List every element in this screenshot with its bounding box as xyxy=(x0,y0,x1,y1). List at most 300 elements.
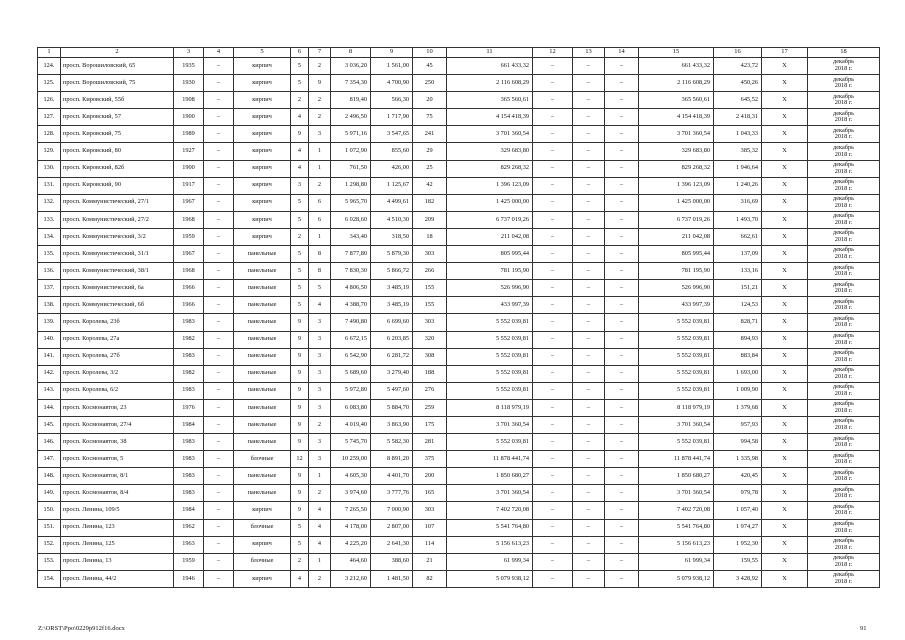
year-built-cell: 1982 xyxy=(174,331,204,348)
entrances-cell: 4 xyxy=(309,297,331,314)
unit-cost-cell: 385,32 xyxy=(714,143,762,160)
limit-mark-cell: X xyxy=(762,416,808,433)
limit-mark-cell: X xyxy=(762,109,808,126)
residential-area-cell: 3 863,90 xyxy=(371,416,413,433)
completion-month: декабрь xyxy=(833,126,854,134)
limit-mark-cell: X xyxy=(762,382,808,399)
entrances-cell: 4 xyxy=(309,502,331,519)
limit-mark-cell: X xyxy=(762,143,808,160)
completion-year: 2018 г. xyxy=(834,167,853,175)
fund-1-cell: – xyxy=(533,58,573,75)
total-area-cell: 4 388,70 xyxy=(331,297,371,314)
unit-cost-cell: 1 240,26 xyxy=(714,177,762,194)
residents-cell: 165 xyxy=(413,485,447,502)
table-row xyxy=(38,126,880,143)
residents-cell: 42 xyxy=(413,177,447,194)
residential-area-cell: 3 279,40 xyxy=(371,365,413,382)
completion-month: декабрь xyxy=(833,92,854,100)
residents-cell: 320 xyxy=(413,331,447,348)
total-area-cell: 4 605,30 xyxy=(331,468,371,485)
row-number-cell: 136. xyxy=(38,263,61,280)
table-row xyxy=(38,92,880,109)
floors-cell: 2 xyxy=(291,228,309,245)
row-number-cell: 133. xyxy=(38,211,61,228)
address-cell: просп. Космонавтов, 8/1 xyxy=(61,468,174,485)
completion-year: 2018 г. xyxy=(834,458,853,466)
column-number: 4 xyxy=(204,48,234,58)
unit-cost-cell: 957,93 xyxy=(714,416,762,433)
fund-2-cell: – xyxy=(573,519,605,536)
fund-2-cell: – xyxy=(573,365,605,382)
entrances-cell: 1 xyxy=(309,160,331,177)
fund-2-cell: – xyxy=(573,143,605,160)
row-number-cell: 153. xyxy=(38,553,61,570)
total-cost-cell: 805 995,44 xyxy=(447,246,533,263)
completion-date-cell xyxy=(808,75,880,92)
completion-year: 2018 г. xyxy=(834,372,853,380)
address-cell: просп. Ворошиловский, 75 xyxy=(61,75,174,92)
floors-cell: 9 xyxy=(291,434,309,451)
unit-cost-cell: 137,09 xyxy=(714,246,762,263)
fund-1-cell: – xyxy=(533,263,573,280)
year-overhaul-cell: – xyxy=(204,502,234,519)
limit-mark-cell: X xyxy=(762,228,808,245)
wall-material-cell: панельные xyxy=(234,263,291,280)
floors-cell: 4 xyxy=(291,160,309,177)
completion-date-cell xyxy=(808,536,880,553)
row-number-cell: 128. xyxy=(38,126,61,143)
year-built-cell: 1976 xyxy=(174,399,204,416)
total-cost-cell: 661 433,32 xyxy=(447,58,533,75)
fund-1-cell: – xyxy=(533,92,573,109)
address-cell: просп. Кировский, 82б xyxy=(61,160,174,177)
address-cell: просп. Кировский, 90 xyxy=(61,177,174,194)
row-number-cell: 141. xyxy=(38,348,61,365)
table-row xyxy=(38,416,880,433)
unit-cost-cell: 645,52 xyxy=(714,92,762,109)
completion-year: 2018 г. xyxy=(834,82,853,90)
unit-cost-cell: 3 428,92 xyxy=(714,570,762,587)
completion-year: 2018 г. xyxy=(834,389,853,397)
row-number-cell: 129. xyxy=(38,143,61,160)
year-overhaul-cell: – xyxy=(204,451,234,468)
fund-2-cell: – xyxy=(573,485,605,502)
completion-date-cell xyxy=(808,451,880,468)
floors-cell: 9 xyxy=(291,416,309,433)
residents-cell: 82 xyxy=(413,570,447,587)
total-area-cell: 5 971,16 xyxy=(331,126,371,143)
address-cell: просп. Космонавтов, 5 xyxy=(61,451,174,468)
year-overhaul-cell: – xyxy=(204,434,234,451)
total-area-cell: 4 225,20 xyxy=(331,536,371,553)
residents-cell: 188 xyxy=(413,365,447,382)
year-overhaul-cell: – xyxy=(204,126,234,143)
residents-cell: 107 xyxy=(413,519,447,536)
address-cell: просп. Коммунистический, 38/1 xyxy=(61,263,174,280)
column-number: 5 xyxy=(234,48,291,58)
floors-cell: 4 xyxy=(291,143,309,160)
residential-area-cell: 388,60 xyxy=(371,553,413,570)
owner-funds-cell: 805 995,44 xyxy=(639,246,714,263)
completion-month: декабрь xyxy=(833,349,854,357)
total-cost-cell: 1 850 680,27 xyxy=(447,468,533,485)
completion-year: 2018 г. xyxy=(834,235,853,243)
total-cost-cell: 5 156 613,23 xyxy=(447,536,533,553)
residents-cell: 114 xyxy=(413,536,447,553)
year-overhaul-cell: – xyxy=(204,416,234,433)
row-number-cell: 148. xyxy=(38,468,61,485)
fund-3-cell: – xyxy=(605,485,639,502)
completion-month: декабрь xyxy=(833,58,854,66)
wall-material-cell: панельные xyxy=(234,485,291,502)
owner-funds-cell: 5 552 039,81 xyxy=(639,434,714,451)
residential-area-cell: 855,60 xyxy=(371,143,413,160)
floors-cell: 2 xyxy=(291,553,309,570)
owner-funds-cell: 661 433,32 xyxy=(639,58,714,75)
fund-2-cell: – xyxy=(573,434,605,451)
row-number-cell: 149. xyxy=(38,485,61,502)
table-row xyxy=(38,314,880,331)
fund-1-cell: – xyxy=(533,177,573,194)
total-area-cell: 761,50 xyxy=(331,160,371,177)
limit-mark-cell: X xyxy=(762,434,808,451)
year-overhaul-cell: – xyxy=(204,143,234,160)
completion-date-cell xyxy=(808,331,880,348)
address-cell: просп. Королева, 27а xyxy=(61,331,174,348)
total-cost-cell: 5 541 764,80 xyxy=(447,519,533,536)
wall-material-cell: кирпич xyxy=(234,58,291,75)
residents-cell: 25 xyxy=(413,160,447,177)
total-cost-cell: 829 268,32 xyxy=(447,160,533,177)
entrances-cell: 2 xyxy=(309,92,331,109)
fund-3-cell: – xyxy=(605,109,639,126)
entrances-cell: 3 xyxy=(309,434,331,451)
entrances-cell: 6 xyxy=(309,211,331,228)
residential-area-cell: 7 000,90 xyxy=(371,502,413,519)
fund-2-cell: – xyxy=(573,553,605,570)
fund-2-cell: – xyxy=(573,451,605,468)
year-overhaul-cell: – xyxy=(204,297,234,314)
table-row xyxy=(38,468,880,485)
table-row xyxy=(38,211,880,228)
table-row xyxy=(38,553,880,570)
total-cost-cell: 5 552 039,81 xyxy=(447,314,533,331)
total-cost-cell: 7 402 720,08 xyxy=(447,502,533,519)
fund-2-cell: – xyxy=(573,92,605,109)
limit-mark-cell: X xyxy=(762,75,808,92)
completion-month: декабрь xyxy=(833,263,854,271)
total-area-cell: 819,40 xyxy=(331,92,371,109)
wall-material-cell: панельные xyxy=(234,468,291,485)
entrances-cell: 1 xyxy=(309,143,331,160)
year-built-cell: 1966 xyxy=(174,280,204,297)
owner-funds-cell: 5 541 764,80 xyxy=(639,519,714,536)
year-overhaul-cell: – xyxy=(204,570,234,587)
completion-date-cell xyxy=(808,485,880,502)
residents-cell: 259 xyxy=(413,399,447,416)
residential-area-cell: 1 481,50 xyxy=(371,570,413,587)
residents-cell: 18 xyxy=(413,228,447,245)
fund-2-cell: – xyxy=(573,416,605,433)
row-number-cell: 134. xyxy=(38,228,61,245)
year-overhaul-cell: – xyxy=(204,314,234,331)
year-built-cell: 1983 xyxy=(174,314,204,331)
wall-material-cell: панельные xyxy=(234,280,291,297)
total-area-cell: 5 972,80 xyxy=(331,382,371,399)
limit-mark-cell: X xyxy=(762,536,808,553)
address-cell: просп. Космонавтов, 23 xyxy=(61,399,174,416)
column-number: 11 xyxy=(447,48,533,58)
completion-year: 2018 г. xyxy=(834,321,853,329)
fund-2-cell: – xyxy=(573,280,605,297)
completion-month: декабрь xyxy=(833,178,854,186)
entrances-cell: 3 xyxy=(309,451,331,468)
column-number: 13 xyxy=(573,48,605,58)
fund-2-cell: – xyxy=(573,75,605,92)
fund-3-cell: – xyxy=(605,331,639,348)
floors-cell: 12 xyxy=(291,451,309,468)
floors-cell: 4 xyxy=(291,109,309,126)
residents-cell: 75 xyxy=(413,109,447,126)
unit-cost-cell: 159,55 xyxy=(714,553,762,570)
table-row xyxy=(38,434,880,451)
unit-cost-cell: 1 379,68 xyxy=(714,399,762,416)
fund-3-cell: – xyxy=(605,126,639,143)
address-cell: просп. Королева, 23б xyxy=(61,314,174,331)
table-row xyxy=(38,58,880,75)
completion-month: декабрь xyxy=(833,109,854,117)
completion-year: 2018 г. xyxy=(834,116,853,124)
wall-material-cell: кирпич xyxy=(234,75,291,92)
year-overhaul-cell: – xyxy=(204,519,234,536)
address-cell: просп. Королева, 6/2 xyxy=(61,382,174,399)
fund-1-cell: – xyxy=(533,160,573,177)
completion-month: декабрь xyxy=(833,212,854,220)
residential-area-cell: 3 777,76 xyxy=(371,485,413,502)
completion-month: декабрь xyxy=(833,366,854,374)
completion-date-cell xyxy=(808,126,880,143)
completion-year: 2018 г. xyxy=(834,509,853,517)
wall-material-cell: панельные xyxy=(234,348,291,365)
floors-cell: 2 xyxy=(291,92,309,109)
total-cost-cell: 6 737 019,26 xyxy=(447,211,533,228)
fund-3-cell: – xyxy=(605,246,639,263)
entrances-cell: 2 xyxy=(309,58,331,75)
completion-month: декабрь xyxy=(833,143,854,151)
total-area-cell: 6 083,80 xyxy=(331,399,371,416)
year-overhaul-cell: – xyxy=(204,468,234,485)
residential-area-cell: 5 582,30 xyxy=(371,434,413,451)
fund-3-cell: – xyxy=(605,297,639,314)
total-cost-cell: 781 195,90 xyxy=(447,263,533,280)
address-cell: просп. Ленина, 125 xyxy=(61,536,174,553)
table-row xyxy=(38,382,880,399)
residents-cell: 155 xyxy=(413,297,447,314)
year-overhaul-cell: – xyxy=(204,75,234,92)
fund-1-cell: – xyxy=(533,126,573,143)
floors-cell: 3 xyxy=(291,177,309,194)
limit-mark-cell: X xyxy=(762,58,808,75)
unit-cost-cell: 316,69 xyxy=(714,194,762,211)
residents-cell: 281 xyxy=(413,434,447,451)
fund-1-cell: – xyxy=(533,485,573,502)
fund-2-cell: – xyxy=(573,382,605,399)
row-number-cell: 142. xyxy=(38,365,61,382)
completion-date-cell xyxy=(808,143,880,160)
entrances-cell: 8 xyxy=(309,263,331,280)
completion-date-cell xyxy=(808,365,880,382)
address-cell: просп. Коммунистический, 3/2 xyxy=(61,228,174,245)
completion-month: декабрь xyxy=(833,331,854,339)
row-number-cell: 150. xyxy=(38,502,61,519)
residential-area-cell: 5 866,72 xyxy=(371,263,413,280)
completion-year: 2018 г. xyxy=(834,492,853,500)
fund-2-cell: – xyxy=(573,468,605,485)
table-row xyxy=(38,485,880,502)
total-cost-cell: 433 997,39 xyxy=(447,297,533,314)
row-number-cell: 124. xyxy=(38,58,61,75)
table-row xyxy=(38,280,880,297)
total-cost-cell: 5 552 039,81 xyxy=(447,365,533,382)
fund-3-cell: – xyxy=(605,314,639,331)
unit-cost-cell: 894,93 xyxy=(714,331,762,348)
fund-3-cell: – xyxy=(605,194,639,211)
floors-cell: 5 xyxy=(291,519,309,536)
floors-cell: 5 xyxy=(291,211,309,228)
fund-2-cell: – xyxy=(573,126,605,143)
year-overhaul-cell: – xyxy=(204,382,234,399)
entrances-cell: 4 xyxy=(309,536,331,553)
table-row xyxy=(38,570,880,587)
address-cell: просп. Коммунистический, 31/1 xyxy=(61,246,174,263)
completion-date-cell xyxy=(808,177,880,194)
residents-cell: 266 xyxy=(413,263,447,280)
fund-1-cell: – xyxy=(533,246,573,263)
residents-cell: 209 xyxy=(413,211,447,228)
fund-1-cell: – xyxy=(533,468,573,485)
fund-2-cell: – xyxy=(573,314,605,331)
unit-cost-cell: 1 057,40 xyxy=(714,502,762,519)
column-number: 14 xyxy=(605,48,639,58)
completion-month: декабрь xyxy=(833,314,854,322)
table-row xyxy=(38,109,880,126)
fund-1-cell: – xyxy=(533,228,573,245)
owner-funds-cell: 1 396 123,09 xyxy=(639,177,714,194)
completion-month: декабрь xyxy=(833,537,854,545)
fund-2-cell: – xyxy=(573,331,605,348)
wall-material-cell: кирпич xyxy=(234,143,291,160)
limit-mark-cell: X xyxy=(762,92,808,109)
row-number-cell: 135. xyxy=(38,246,61,263)
owner-funds-cell: 61 999,34 xyxy=(639,553,714,570)
completion-date-cell xyxy=(808,58,880,75)
row-number-cell: 138. xyxy=(38,297,61,314)
total-area-cell: 5 745,70 xyxy=(331,434,371,451)
year-overhaul-cell: – xyxy=(204,228,234,245)
address-cell: просп. Коммунистический, 6б xyxy=(61,297,174,314)
total-area-cell: 6 028,60 xyxy=(331,211,371,228)
completion-year: 2018 г. xyxy=(834,184,853,192)
fund-1-cell: – xyxy=(533,399,573,416)
year-built-cell: 1983 xyxy=(174,382,204,399)
residents-cell: 303 xyxy=(413,314,447,331)
entrances-cell: 2 xyxy=(309,485,331,502)
residential-area-cell: 566,30 xyxy=(371,92,413,109)
address-cell: просп. Космонавтов, 38 xyxy=(61,434,174,451)
fund-1-cell: – xyxy=(533,502,573,519)
residents-cell: 200 xyxy=(413,468,447,485)
table-row xyxy=(38,348,880,365)
total-area-cell: 3 036,20 xyxy=(331,58,371,75)
total-cost-cell: 526 996,90 xyxy=(447,280,533,297)
year-overhaul-cell: – xyxy=(204,263,234,280)
limit-mark-cell: X xyxy=(762,348,808,365)
floors-cell: 5 xyxy=(291,194,309,211)
entrances-cell: 4 xyxy=(309,519,331,536)
year-overhaul-cell: – xyxy=(204,58,234,75)
fund-2-cell: – xyxy=(573,160,605,177)
fund-3-cell: – xyxy=(605,382,639,399)
limit-mark-cell: X xyxy=(762,126,808,143)
unit-cost-cell: 420,45 xyxy=(714,468,762,485)
entrances-cell: 8 xyxy=(309,246,331,263)
floors-cell: 9 xyxy=(291,502,309,519)
fund-3-cell: – xyxy=(605,211,639,228)
year-built-cell: 1930 xyxy=(174,75,204,92)
year-built-cell: 1900 xyxy=(174,109,204,126)
year-built-cell: 1935 xyxy=(174,58,204,75)
total-area-cell: 7 830,30 xyxy=(331,263,371,280)
owner-funds-cell: 5 552 039,81 xyxy=(639,382,714,399)
residential-area-cell: 5 884,70 xyxy=(371,399,413,416)
address-cell: просп. Кировский, 55б xyxy=(61,92,174,109)
year-built-cell: 1900 xyxy=(174,160,204,177)
wall-material-cell: панельные xyxy=(234,399,291,416)
fund-2-cell: – xyxy=(573,536,605,553)
completion-date-cell xyxy=(808,314,880,331)
residents-cell: 155 xyxy=(413,280,447,297)
fund-1-cell: – xyxy=(533,143,573,160)
address-cell: просп. Коммунистический, 6а xyxy=(61,280,174,297)
completion-year: 2018 г. xyxy=(834,201,853,209)
total-cost-cell: 5 552 039,81 xyxy=(447,348,533,365)
unit-cost-cell: 662,61 xyxy=(714,228,762,245)
year-built-cell: 1983 xyxy=(174,434,204,451)
fund-1-cell: – xyxy=(533,570,573,587)
residential-area-cell: 6 281,72 xyxy=(371,348,413,365)
fund-2-cell: – xyxy=(573,109,605,126)
fund-3-cell: – xyxy=(605,570,639,587)
fund-3-cell: – xyxy=(605,519,639,536)
wall-material-cell: панельные xyxy=(234,246,291,263)
completion-year: 2018 г. xyxy=(834,99,853,107)
entrances-cell: 3 xyxy=(309,126,331,143)
year-built-cell: 1966 xyxy=(174,297,204,314)
year-built-cell: 1962 xyxy=(174,519,204,536)
document-path: Z:\ORST\Ppo\0229p912f16.docx xyxy=(38,625,125,632)
limit-mark-cell: X xyxy=(762,365,808,382)
floors-cell: 5 xyxy=(291,75,309,92)
entrances-cell: 5 xyxy=(309,280,331,297)
fund-1-cell: – xyxy=(533,280,573,297)
total-cost-cell: 2 116 608,29 xyxy=(447,75,533,92)
fund-3-cell: – xyxy=(605,553,639,570)
fund-3-cell: – xyxy=(605,263,639,280)
fund-1-cell: – xyxy=(533,416,573,433)
total-area-cell: 6 542,90 xyxy=(331,348,371,365)
fund-1-cell: – xyxy=(533,348,573,365)
page-number: 91 xyxy=(860,625,867,632)
